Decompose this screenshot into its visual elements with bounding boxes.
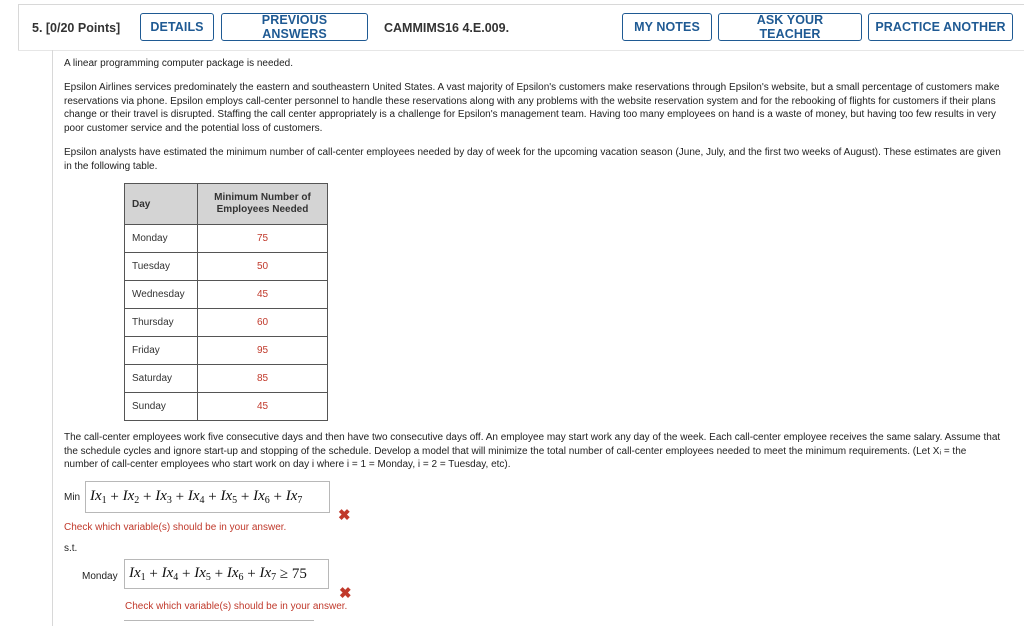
previous-answers-button[interactable]: PREVIOUS ANSWERS: [221, 13, 368, 41]
plus-sign: +: [145, 565, 162, 582]
table-row: [125, 337, 328, 365]
variable-term: $Ix_3$: [155, 488, 172, 506]
greater-equal-sign: ≥: [276, 565, 292, 582]
variable-term: $Ix_5$: [220, 488, 238, 506]
variable-term: $Ix_1$: [90, 488, 107, 506]
question-number: 5. [0/20 Points]: [32, 21, 121, 35]
min-label: Min: [64, 492, 81, 503]
plus-sign: +: [243, 565, 260, 582]
intro-text: A linear programming computer package is needed.: [64, 58, 294, 69]
minimum-value-cell: 75: [198, 225, 328, 253]
table-row: [125, 309, 328, 337]
table-row: [125, 365, 328, 393]
variable-term: $Ix_4$: [161, 565, 179, 583]
objective-function-input[interactable]: [85, 481, 330, 513]
variable-term: $Ix_7$: [259, 565, 277, 583]
minimum-value-cell: 95: [198, 337, 328, 365]
variable-term: $Ix_6$: [253, 488, 270, 506]
variable-term: $Ix_4$: [187, 488, 205, 506]
incorrect-x-icon: ✖: [338, 507, 351, 524]
details-button[interactable]: DETAILS: [140, 13, 214, 41]
plus-sign: +: [204, 488, 221, 505]
plus-sign: +: [210, 565, 227, 582]
frame-top-border: [18, 4, 1024, 5]
practice-another-button[interactable]: PRACTICE ANOTHER: [868, 13, 1013, 41]
day-cell: Saturday: [125, 365, 198, 393]
plus-sign: +: [139, 488, 156, 505]
table-row: [125, 393, 328, 421]
employees-needed-table: [124, 183, 328, 421]
question-code: CAMMIMS16 4.E.009.: [384, 21, 510, 35]
objective-hint: Check which variable(s) should be in your answer.: [64, 522, 287, 533]
day-cell: Friday: [125, 337, 198, 365]
next-constraint-input[interactable]: [124, 620, 314, 629]
minimum-value-cell: 45: [198, 393, 328, 421]
variable-term: $Ix_2$: [122, 488, 140, 506]
minimum-value-cell: 50: [198, 253, 328, 281]
incorrect-x-icon-2: ✖: [339, 585, 352, 602]
frame-header-divider: [18, 50, 1024, 51]
minimum-value-cell: 45: [198, 281, 328, 309]
subject-to-label: s.t.: [64, 543, 78, 554]
ask-your-teacher-button[interactable]: ASK YOUR TEACHER: [718, 13, 862, 41]
day-cell: Thursday: [125, 309, 198, 337]
day-cell: Tuesday: [125, 253, 198, 281]
monday-constraint-hint: Check which variable(s) should be in your answer.: [125, 601, 348, 612]
plus-sign: +: [106, 488, 123, 505]
constraint-rhs: 75: [291, 565, 307, 582]
table-row: [125, 281, 328, 309]
my-notes-button[interactable]: MY NOTES: [622, 13, 712, 41]
frame-left-border: [18, 4, 19, 50]
variable-term: $Ix_1$: [129, 565, 146, 583]
plus-sign: +: [269, 488, 286, 505]
day-cell: Sunday: [125, 393, 198, 421]
table-row: [125, 225, 328, 253]
table-header-minimum: Minimum Number of Employees Needed: [198, 184, 328, 225]
table-row: [125, 253, 328, 281]
problem-paragraph-1: Epsilon Airlines services predominately the eastern and southeastern United States. A vast majority of Epsilon's customers make reservations through Epsilon's website, but a small percentage of customers make reservations via phone. Epsilon employs call-center personnel to handle these reservations along with any problems with the website reservation system and for the rebooking of flights for customers if their plans change or their travel is disrupted. Staffing the call center appropriately is a challenge for Epsilon's management team. Having too many employees on hand is a waste of money, but having too few results in very poor customer service and the potential loss of customers.: [64, 82, 1000, 134]
variable-term: $Ix_7$: [285, 488, 303, 506]
variable-term: $Ix_5$: [194, 565, 211, 583]
day-cell: Wednesday: [125, 281, 198, 309]
monday-constraint-label: Monday: [82, 571, 118, 582]
day-cell: Monday: [125, 225, 198, 253]
table-header-day: Day: [125, 184, 198, 225]
minimum-value-cell: 60: [198, 309, 328, 337]
content-left-border: [52, 50, 53, 626]
plus-sign: +: [237, 488, 254, 505]
plus-sign: +: [171, 488, 188, 505]
variable-term: $Ix_6$: [226, 565, 244, 583]
problem-paragraph-3: The call-center employees work five consecutive days and then have two consecutive days off. An employee may start work any day of the week. Each call-center employee receives the same salary. Assume that the schedule cycles and ignore start-up and stopping of the schedule. Develop a model that will minimize the total number of call-center employees needed to meet the minimum requirements. (Let Xᵢ = the number of call-center employees who start work on day i where i = 1 = Monday, i = 2 = Tuesday, etc).: [64, 432, 1001, 471]
plus-sign: +: [178, 565, 195, 582]
monday-constraint-input[interactable]: [124, 559, 329, 589]
minimum-value-cell: 85: [198, 365, 328, 393]
problem-paragraph-2: Epsilon analysts have estimated the minimum number of call-center employees needed by day of week for the upcoming vacation season (June, July, and the first two weeks of August). These estimates are given in the following table.: [64, 147, 1001, 172]
